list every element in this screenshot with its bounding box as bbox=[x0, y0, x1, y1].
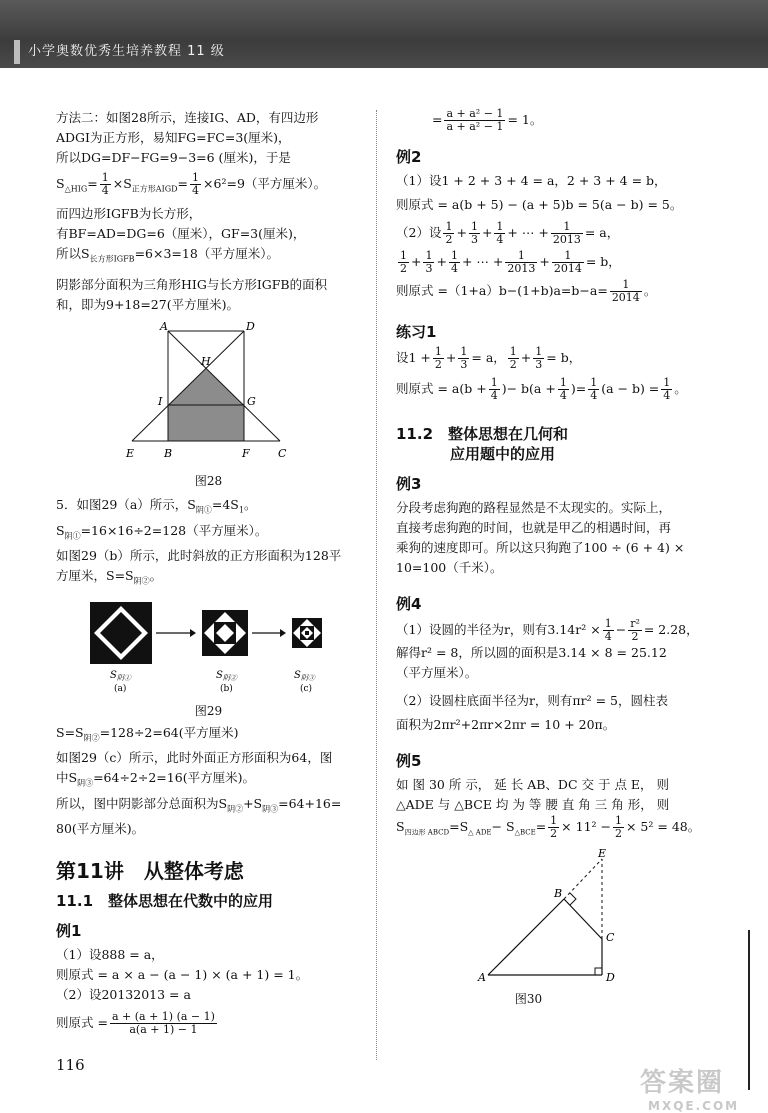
section-title-11-1: 11.1 整体思想在代数中的应用 bbox=[56, 892, 274, 910]
header-edge-mark bbox=[14, 40, 20, 64]
figure-28-drawing bbox=[56, 321, 361, 471]
label-A: A bbox=[160, 321, 168, 333]
example-5-title: 例5 bbox=[396, 752, 422, 770]
page-header bbox=[0, 0, 768, 68]
fig29-label-c: $S_{阴③}$ bbox=[294, 669, 315, 682]
lecture-title: 第11讲 从整体考虑 bbox=[56, 859, 244, 883]
text-line: △ADE 与 △BCE 均 为 等 腰 直 角 三 角 形， 则 bbox=[396, 797, 670, 812]
figure-30-drawing bbox=[396, 849, 701, 989]
text-line: $S=S_{阴②}=128\div 2=64$(平方厘米) bbox=[56, 724, 239, 742]
example-2-title: 例2 bbox=[396, 148, 422, 166]
figure-caption: 图28 bbox=[194, 474, 223, 488]
text-line: （1）设1 + 2 + 3 + 4 = a，2 + 3 + 4 = b， bbox=[396, 173, 667, 188]
text-line: 5．如图29（a）所示，$S_{阴①}=4S_1$。 bbox=[56, 497, 257, 515]
figure-caption: 图30 bbox=[514, 991, 543, 1006]
text-line: 如 图 30 所 示， 延 长 AB、DC 交 于 点 E， 则 bbox=[396, 777, 670, 792]
text-line: 解得r² = 8，所以圆的面积是3.14 × 8 = 25.12 bbox=[396, 645, 667, 660]
figure-caption: 图29 bbox=[194, 703, 223, 718]
text-line: 所以，图中阴影部分总面积为$S_{阴②}+S_{阴③}=64+16=$ bbox=[56, 795, 342, 813]
example-1-title: 例1 bbox=[56, 922, 82, 940]
left-column bbox=[56, 108, 361, 1036]
text-line: 中$S_{阴③}=64\div 2\div 2=16$(平方厘米)。 bbox=[56, 770, 255, 788]
figure-29-drawing bbox=[56, 598, 361, 693]
text-line: （1）设888 = a， bbox=[56, 947, 164, 962]
text-line: 直接考虑狗跑的时间，也就是甲乙的相遇时间，再 bbox=[396, 520, 672, 535]
fig29-tag-b: (b) bbox=[220, 683, 233, 693]
text-line: 80(平方厘米)。 bbox=[56, 821, 145, 836]
figure-28 bbox=[56, 321, 361, 491]
fraction: $\frac{1}{4}$ bbox=[192, 171, 200, 197]
text-line: 面积为2πr²+2πr×2πr = 10 + 20π。 bbox=[396, 717, 616, 732]
book-title: 小学奥数优秀生培养教程 11 级 bbox=[28, 44, 225, 59]
formula-line: = $\frac{\text{a + a² − 1}}{\text{a + a² − 1}}$ = 1。 bbox=[432, 107, 543, 133]
text-line: （2）设圆柱底面半径为r，则有πr² = 5，圆柱表 bbox=[396, 693, 669, 708]
text-line: 如图29（c）所示，此时外面正方形面积为64，图 bbox=[56, 750, 333, 765]
text-line: 则原式 = a × a − (a − 1) × (a + 1) = 1。 bbox=[56, 967, 309, 982]
label-C: C bbox=[278, 447, 287, 460]
formula-line: $S_{\triangle HIG}=$ $\frac{1}{4}$ $\times S_{正方形AIGD}=$ $\frac{1}{4}$ ×6²=9（平方厘米）。 bbox=[56, 171, 327, 197]
formula-line: $\frac{1}{2}$ + $\frac{1}{3}$ + $\frac{1}{4}$ + ⋯ + $\frac{1}{2013}$ + $\frac{1}{2014}$ = b， bbox=[400, 249, 621, 275]
practice-1-title: 练习1 bbox=[396, 323, 437, 341]
label-G: G bbox=[247, 395, 256, 408]
label-E: E bbox=[598, 848, 607, 860]
right-column bbox=[396, 108, 701, 1009]
text-line: （2）设20132013 = a bbox=[56, 987, 191, 1002]
text-line: ADGI为正方形，易知FG=FC=3(厘米)， bbox=[56, 130, 291, 145]
formula-line: 则原式 = $\frac{a + (a + 1) (a - 1)}{a(a + 1) - 1}$ bbox=[56, 1010, 215, 1036]
formula-line: 则原式 =（1+a）b−(1+b)a=b−a= $\frac{1}{2014}$ 。 bbox=[396, 278, 657, 304]
text-line: $S_{阴①}=16\times 16\div 2=128$（平方厘米）。 bbox=[56, 522, 268, 540]
fig29-tag-a: (a) bbox=[114, 683, 127, 693]
example-3-title: 例3 bbox=[396, 475, 422, 493]
text-line: 所以DG=DF−FG=9−3=6 (厘米)，于是 bbox=[56, 150, 291, 165]
column-divider bbox=[376, 110, 377, 1060]
formula-line: 则原式 = a(b + $\frac{1}{4}$ )− b(a + $\frac{1}{4}$ )= $\frac{1}{4}$ (a − b) = $\frac{1}{4}$ 。 bbox=[396, 376, 687, 402]
fraction: $\frac{1}{4}$ bbox=[101, 171, 109, 197]
formula-line: （2）设 $\frac{1}{2}$ + $\frac{1}{3}$ + $\frac{1}{4}$ + ⋯ + $\frac{1}{2013}$ = a， bbox=[396, 220, 620, 246]
text-line: 分段考虑狗跑的路程显然是不太现实的。实际上， bbox=[396, 500, 672, 515]
text-line: 所以$S_{长方形IGFB}=6\times 3=18$（平方厘米）。 bbox=[56, 245, 280, 263]
text-line: 有BF=AD=DG=6（厘米），GF=3(厘米)， bbox=[56, 225, 306, 241]
label-C: C bbox=[606, 930, 615, 944]
text-line: 则原式 = a(b + 5) − (a + 5)b = 5(a − b) = 5。 bbox=[396, 197, 683, 212]
figure-29 bbox=[56, 598, 361, 721]
shaded-rectangle bbox=[168, 405, 244, 441]
text-line: 如图29（b）所示，此时斜放的正方形面积为128平 bbox=[56, 548, 342, 563]
formula-line: $S_{四边形 ABCD}=S_{\triangle ADE}- S_{\triangle BCE}=$ $\frac{1}{2}$ × 11² − $\frac{1}{2}$ × 5² = 48。 bbox=[396, 814, 701, 840]
text-line: 10=100（千米）。 bbox=[396, 560, 503, 575]
text-line: 而四边形IGFB为长方形， bbox=[56, 205, 202, 221]
label-D: D bbox=[246, 321, 255, 333]
text-line: 乘狗的速度即可。所以这只狗跑了100 ÷ (6 + 4) × bbox=[396, 540, 685, 555]
figure-30 bbox=[396, 849, 701, 1009]
shaded-triangle bbox=[168, 369, 244, 405]
text-line: 方厘米，$S=S_{阴②}$。 bbox=[56, 568, 163, 586]
text-line: 阴影部分面积为三角形HIG与长方形IGFB的面积 bbox=[56, 277, 328, 292]
text-line: 和，即为9+18=27(平方厘米)。 bbox=[56, 297, 239, 312]
watermark: 答案圈 MXQE.COM bbox=[640, 1068, 740, 1113]
formula-line: （1）设圆的半径为r，则有3.14r² × $\frac{1}{4}$ − $\frac{\text{r²}}{2}$ = 2.28， bbox=[396, 617, 699, 643]
label-I: I bbox=[158, 395, 163, 408]
section-title-11-2: 11.2 整体思想在几何和 应用题中的应用 bbox=[396, 425, 569, 463]
label-H: H bbox=[201, 355, 211, 368]
fig29-label-a: $S_{阴①}$ bbox=[110, 669, 131, 682]
label-D: D bbox=[606, 970, 615, 984]
label-F: F bbox=[242, 447, 250, 460]
label-B: B bbox=[164, 447, 173, 460]
label-E: E bbox=[126, 447, 135, 460]
text-line: （平方厘米）。 bbox=[396, 665, 478, 680]
label-B: B bbox=[554, 886, 563, 900]
text-line: 方法二：如图28所示，连接IG、AD，有四边形 bbox=[56, 110, 319, 125]
page-edge-bar bbox=[748, 930, 750, 1090]
page-number: 116 bbox=[56, 1056, 85, 1074]
label-A: A bbox=[478, 970, 486, 984]
fraction: $\frac{a + (a + 1) (a - 1)}{a(a + 1) - 1}$ bbox=[111, 1010, 215, 1036]
formula-line: 设1 + $\frac{1}{2}$ + $\frac{1}{3}$ = a， $\frac{1}{2}$ + $\frac{1}{3}$ = b， bbox=[396, 345, 582, 371]
example-4-title: 例4 bbox=[396, 595, 422, 613]
fig29-tag-c: (c) bbox=[300, 683, 313, 693]
fraction: $\frac{\text{a + a² − 1}}{\text{a + a² − 1}}$ bbox=[446, 107, 504, 133]
fig29-label-b: $S_{阴②}$ bbox=[216, 669, 237, 682]
